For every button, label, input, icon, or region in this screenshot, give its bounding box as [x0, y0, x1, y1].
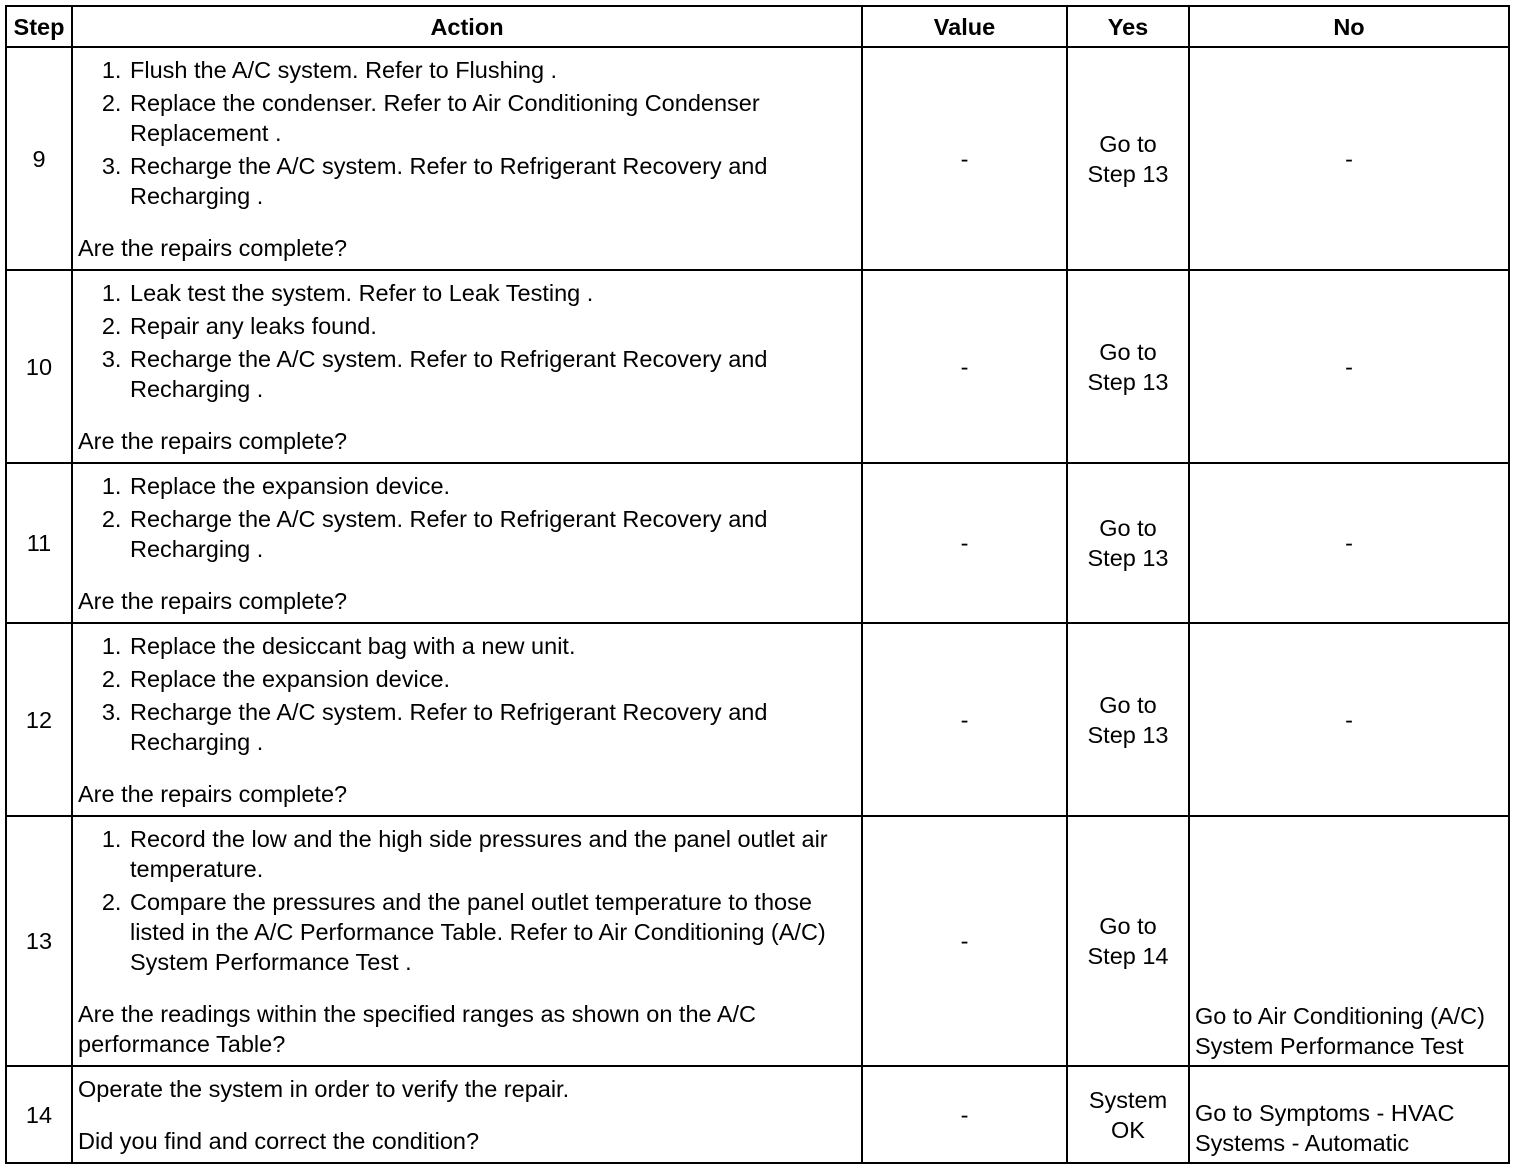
step-number: 11 — [6, 463, 72, 623]
table-row — [6, 47, 1509, 270]
yes-line: Step 13 — [1087, 721, 1169, 748]
step-header: Step — [6, 6, 72, 47]
yes-header: Yes — [1067, 6, 1189, 47]
yes-line: Go to — [1099, 130, 1157, 157]
no-cell: - — [1189, 623, 1509, 816]
value-cell: - — [862, 47, 1067, 270]
value-cell: - — [862, 1066, 1067, 1163]
yes-line: Step 13 — [1087, 160, 1169, 187]
yes-cell — [1067, 1066, 1189, 1163]
action-step: 1. Replace the desiccant bag with a new unit. — [128, 631, 856, 661]
yes-cell — [1067, 47, 1189, 270]
header-row — [6, 6, 1509, 47]
action-question: Are the repairs complete? — [78, 234, 348, 261]
value-cell: - — [862, 463, 1067, 623]
yes-line: Go to — [1099, 913, 1157, 939]
action-question: Are the repairs complete? — [78, 780, 348, 807]
no-cell: Go to Air Conditioning (A/C) System Performance Test — [1189, 816, 1509, 1066]
yes-line: Go to — [1099, 515, 1157, 541]
step-number: 12 — [6, 623, 72, 816]
no-cell: Go to Symptoms - HVAC Systems - Automatic — [1189, 1066, 1509, 1163]
action-step: 2. Repair any leaks found. — [128, 311, 856, 341]
table-row — [6, 1066, 1509, 1163]
no-header: No — [1189, 6, 1509, 47]
action-step: 3. Recharge the A/C system. Refer to Refrigerant Recovery and Recharging . — [128, 697, 856, 757]
action-step: 2. Compare the pressures and the panel outlet temperature to those listed in the A/C Performance Table. Refer to Air Conditioning (A/C) System Performance Test . — [128, 887, 856, 977]
step-number: 13 — [6, 816, 72, 1066]
yes-line: OK — [1111, 1116, 1145, 1143]
yes-line: Step 14 — [1087, 943, 1169, 969]
action-step: 2. Replace the expansion device. — [128, 664, 856, 694]
table-row — [6, 270, 1509, 463]
action-cell — [72, 270, 862, 463]
action-steps — [78, 824, 856, 977]
value-header: Value — [862, 6, 1067, 47]
action-step: 1. Flush the A/C system. Refer to Flushing . — [128, 55, 856, 85]
action-steps — [78, 55, 856, 211]
no-cell: - — [1189, 463, 1509, 623]
action-step: 3. Recharge the A/C system. Refer to Refrigerant Recovery and Recharging . — [128, 151, 856, 211]
value-cell: - — [862, 816, 1067, 1066]
action-cell — [72, 623, 862, 816]
action-cell — [72, 1066, 862, 1163]
action-question: Are the repairs complete? — [78, 427, 348, 454]
table-row — [6, 623, 1509, 816]
action-cell — [72, 463, 862, 623]
yes-cell — [1067, 270, 1189, 463]
action-step: 2. Recharge the A/C system. Refer to Refrigerant Recovery and Recharging . — [128, 504, 856, 564]
step-number: 9 — [6, 47, 72, 270]
no-cell: - — [1189, 270, 1509, 463]
action-question: Are the readings within the specified ranges as shown on the A/C performance Table? — [78, 1000, 756, 1057]
step-number: 10 — [6, 270, 72, 463]
action-cell — [72, 47, 862, 270]
value-cell: - — [862, 623, 1067, 816]
yes-line: Go to — [1099, 691, 1157, 718]
yes-line: Go to — [1099, 338, 1157, 365]
diagnostic-table — [5, 5, 1510, 1164]
table-row — [6, 463, 1509, 623]
action-step: 1. Replace the expansion device. — [128, 471, 856, 501]
action-header: Action — [72, 6, 862, 47]
action-question: Did you find and correct the condition? — [78, 1127, 480, 1154]
action-step: 1. Leak test the system. Refer to Leak Testing . — [128, 278, 856, 308]
yes-cell — [1067, 623, 1189, 816]
yes-line: Step 13 — [1087, 368, 1169, 395]
table-row — [6, 816, 1509, 1066]
no-cell: - — [1189, 47, 1509, 270]
yes-cell — [1067, 463, 1189, 623]
action-step: 3. Recharge the A/C system. Refer to Refrigerant Recovery and Recharging . — [128, 344, 856, 404]
action-instruction: Operate the system in order to verify the repair. — [78, 1075, 570, 1102]
yes-line: Step 13 — [1087, 545, 1169, 571]
action-step: 2. Replace the condenser. Refer to Air Conditioning Condenser Replacement . — [128, 88, 856, 148]
yes-line: System — [1088, 1086, 1168, 1113]
action-steps — [78, 278, 856, 404]
action-step: 1. Record the low and the high side pressures and the panel outlet air temperature. — [128, 824, 856, 884]
action-steps — [78, 631, 856, 757]
action-question: Are the repairs complete? — [78, 587, 348, 614]
yes-cell — [1067, 816, 1189, 1066]
action-cell — [72, 816, 862, 1066]
action-steps — [78, 471, 856, 564]
step-number: 14 — [6, 1066, 72, 1163]
value-cell: - — [862, 270, 1067, 463]
